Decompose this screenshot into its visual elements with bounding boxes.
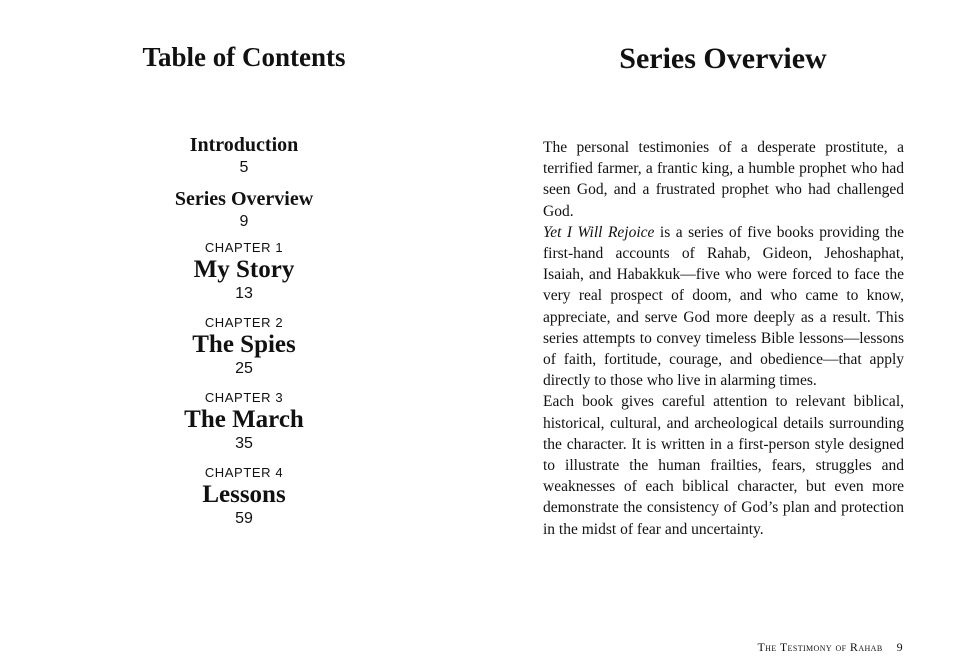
toc-entry-introduction[interactable]	[0, 132, 488, 178]
overview-paragraph-3: Each book gives careful attention to relevant biblical, historical, cultural, and archeological details surrounding the character. It is written in a first-person style designed to illustrate the human frailties, fears, struggles and weaknesses of each biblical character, but even more demonstrate the consistency of God’s plan and protection in the midst of fear and uncertainty.	[543, 393, 904, 538]
toc-entry-label: Introduction	[189, 134, 299, 156]
overview-body	[543, 137, 904, 540]
chapter-page: 25	[235, 360, 253, 377]
page-number: 9	[896, 640, 903, 654]
series-title: Yet I Will Rejoice	[543, 223, 655, 241]
toc-entry-page: 9	[239, 213, 249, 230]
overview-paragraph-1: The personal testimonies of a desperate prostitute, a terrified farmer, a frantic king, a humble prophet who had seen God, and a frustrated prophet who had challenged God.	[543, 139, 904, 220]
chapter-kicker: CHAPTER 1	[204, 240, 284, 255]
toc-list	[0, 132, 488, 540]
chapter-page: 59	[235, 510, 253, 527]
chapter-kicker: CHAPTER 4	[204, 465, 284, 480]
toc-entry-label: Series Overview	[174, 188, 314, 210]
overview-title: Series Overview	[619, 42, 827, 75]
toc-entry-series-overview[interactable]	[0, 186, 488, 232]
toc-chapter-4[interactable]	[0, 465, 488, 529]
chapter-title: Lessons	[202, 481, 286, 508]
toc-entry-page: 5	[239, 159, 249, 176]
chapter-title: My Story	[193, 256, 295, 283]
toc-chapter-2[interactable]	[0, 315, 488, 379]
running-title: The Testimony of Rahab	[757, 640, 883, 654]
chapter-kicker: CHAPTER 2	[204, 315, 284, 330]
chapter-title: The March	[184, 406, 304, 433]
chapter-kicker: CHAPTER 3	[204, 390, 284, 405]
toc-chapter-3[interactable]	[0, 390, 488, 454]
right-page	[488, 0, 958, 671]
chapter-title: The Spies	[192, 331, 296, 358]
overview-paragraph-2-text: is a series of five books providing the first-hand accounts of Rahab, Gideon, Jehoshaphat, Isaiah, and Habakkuk—five who were forced to face the very real prospect of doom, and who came to know, appreciate, and serve God more deeply as a result. This series attempts to convey timeless Bible lessons—lessons of faith, fortitude, courage, and obedience—that apply directly to those who live in alarming times.	[543, 223, 904, 390]
overview-paragraph-2	[543, 222, 904, 392]
chapter-page: 35	[235, 435, 253, 452]
toc-chapter-1[interactable]	[0, 240, 488, 304]
running-footer	[757, 640, 903, 655]
toc-title: Table of Contents	[142, 42, 346, 72]
chapter-page: 13	[235, 285, 253, 302]
